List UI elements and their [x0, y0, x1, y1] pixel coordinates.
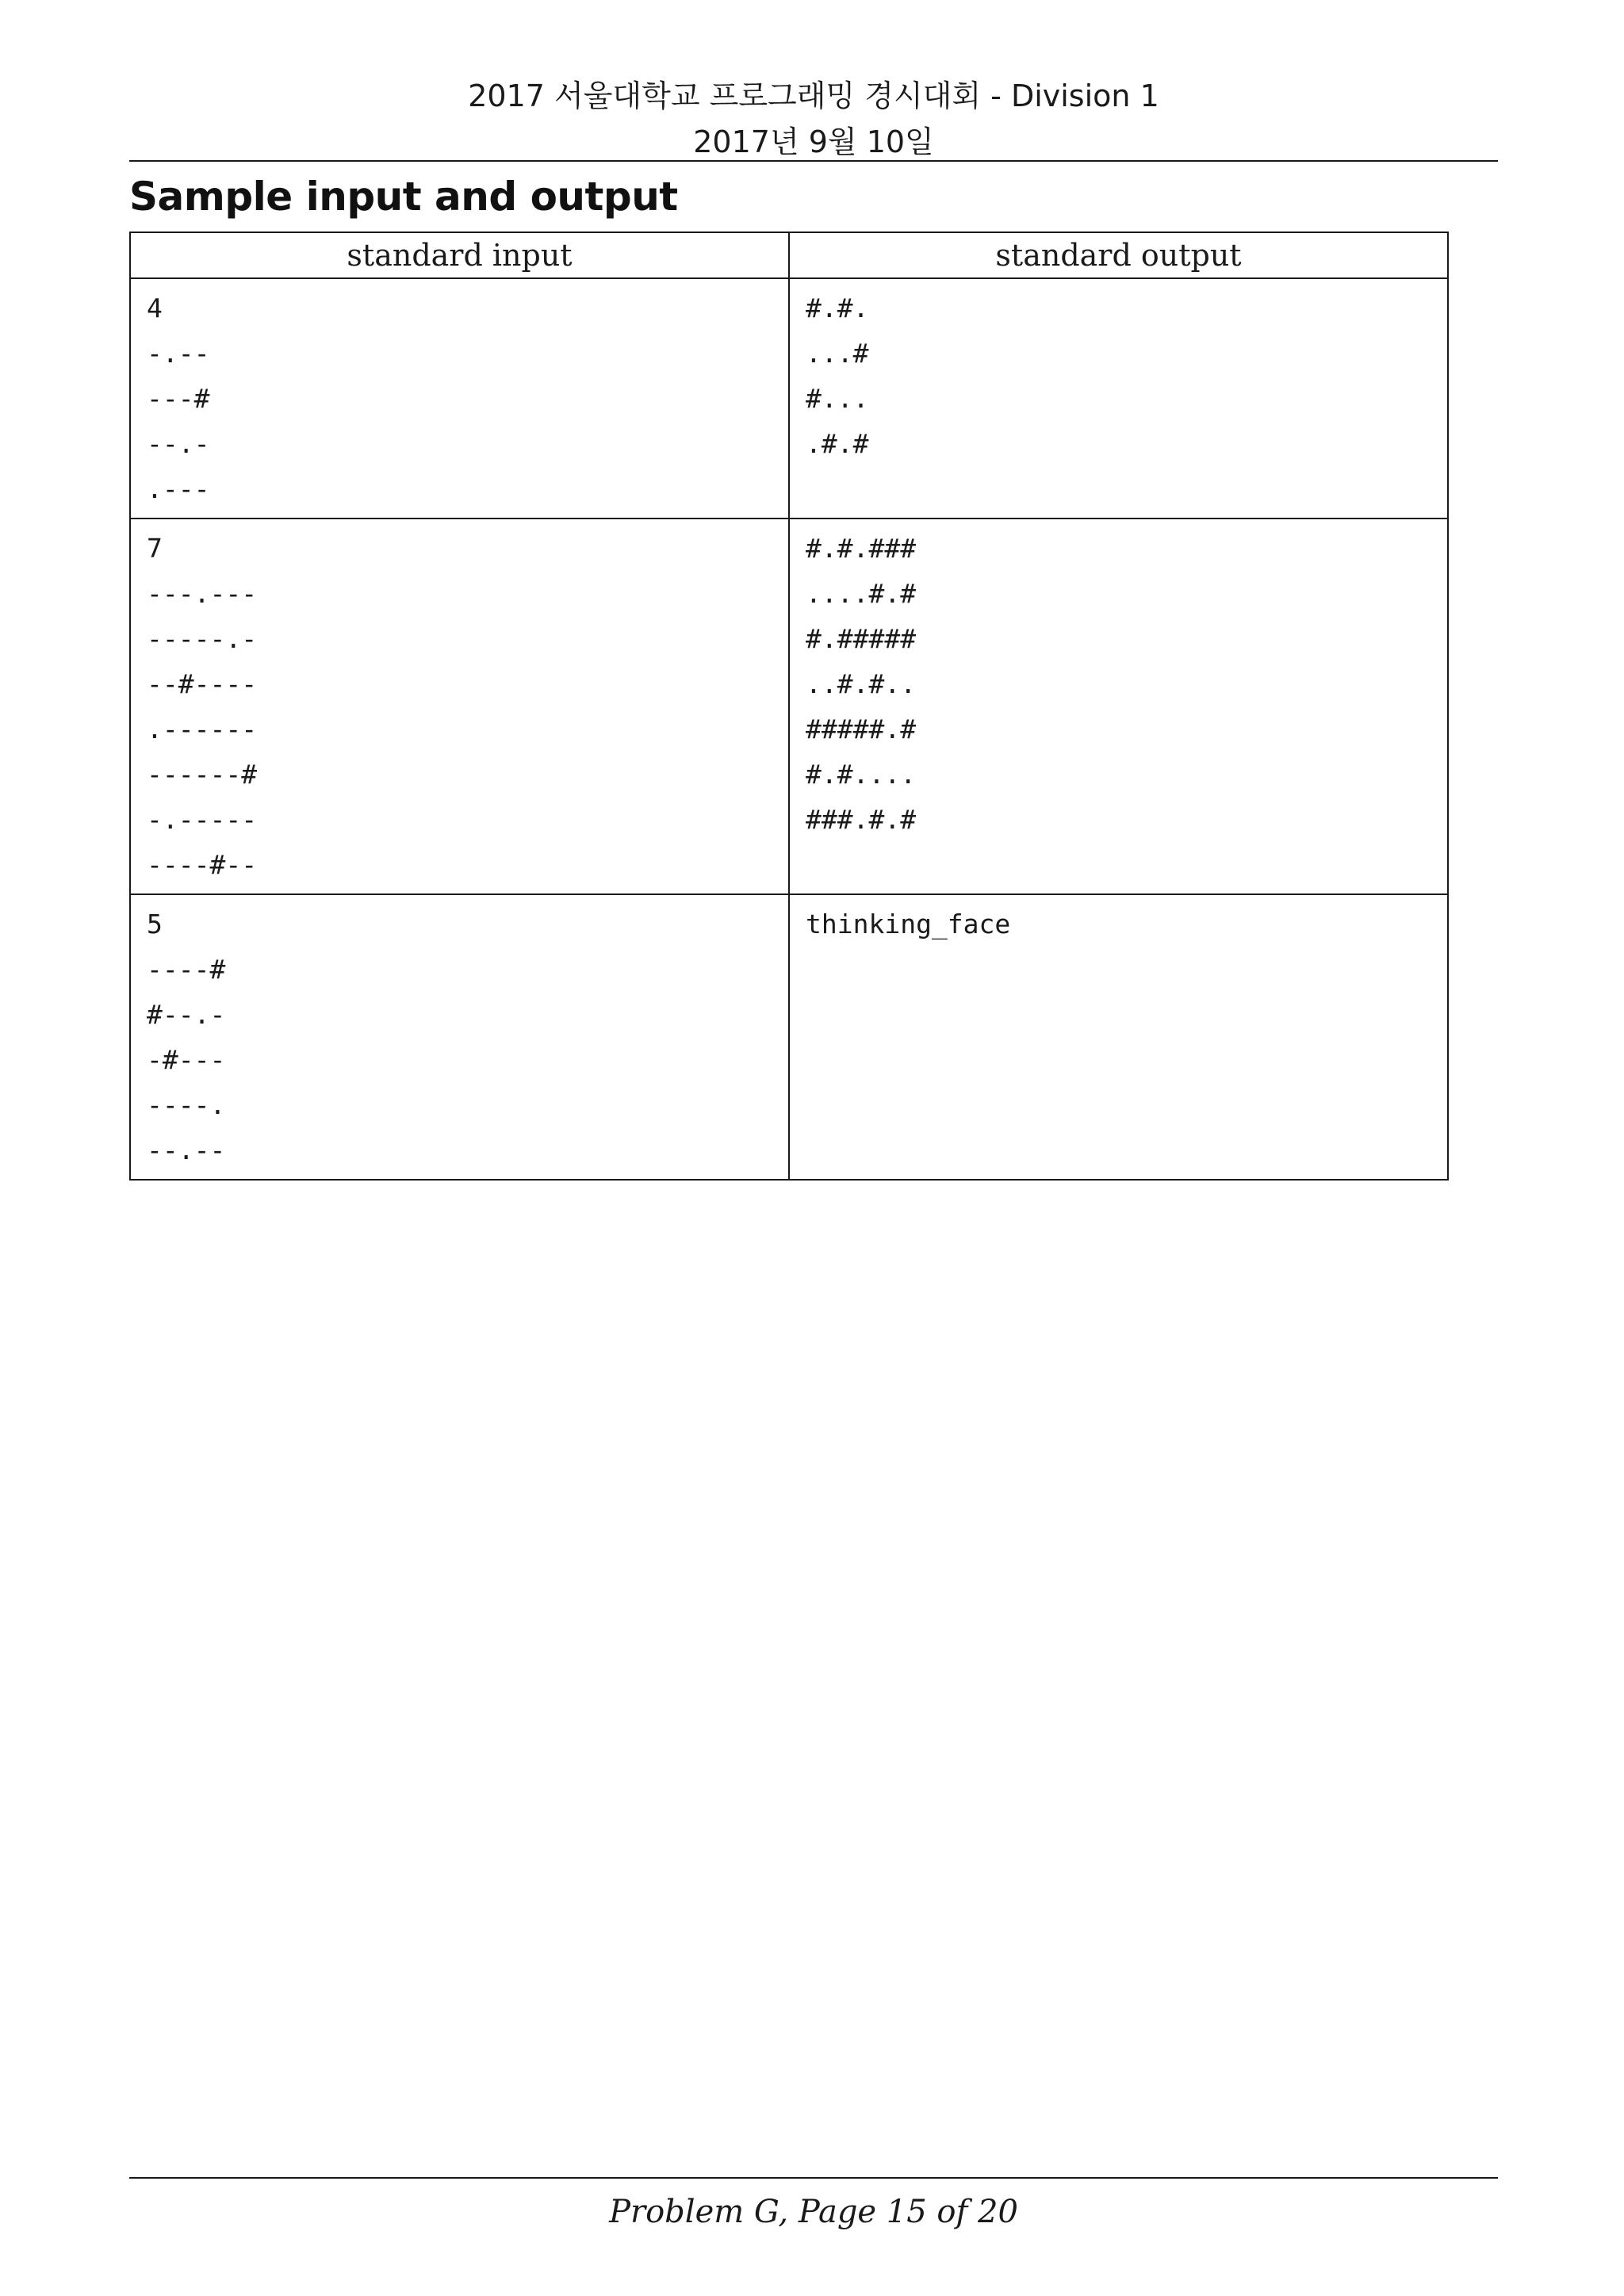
output-line: #.#.### — [806, 533, 917, 564]
sample-input-cell — [130, 278, 789, 519]
page-footer: Problem G, Page 15 of 20 — [609, 2194, 1018, 2230]
input-line: -#--- — [147, 1044, 226, 1075]
output-line: ....#.# — [806, 578, 917, 609]
table-body — [130, 278, 1448, 1180]
output-line: thinking_face — [806, 909, 1011, 939]
input-line: ----#-- — [147, 849, 258, 880]
input-line: --#---- — [147, 668, 258, 699]
output-line: #.#.... — [806, 759, 917, 790]
input-line: ----. — [147, 1089, 226, 1120]
header-divider — [129, 160, 1498, 162]
input-line: --.-- — [147, 1135, 226, 1165]
sample-input-cell — [130, 519, 789, 894]
output-line: .#.# — [806, 428, 869, 459]
table-row — [130, 278, 1448, 519]
sample-output-cell — [789, 519, 1448, 894]
input-line: 5 — [147, 909, 163, 939]
contest-title: 2017 서울대학교 프로그래밍 경시대회 - Division 1 — [468, 78, 1159, 113]
input-line: ---.--- — [147, 578, 258, 609]
output-line: #####.# — [806, 714, 917, 744]
contest-date: 2017년 9월 10일 — [693, 124, 934, 159]
output-line: #.#. — [806, 293, 869, 323]
standard-output-header: standard output — [789, 232, 1448, 278]
sample-input-cell — [130, 894, 789, 1180]
output-line: ###.#.# — [806, 804, 917, 835]
input-line: --.- — [147, 428, 210, 459]
input-line: -----.- — [147, 623, 258, 654]
page-header — [129, 73, 1498, 165]
output-line: ..#.#.. — [806, 668, 917, 699]
output-line: #.##### — [806, 623, 917, 654]
input-line: ------# — [147, 759, 258, 790]
input-line: ----# — [147, 954, 226, 985]
input-line: -.----- — [147, 804, 258, 835]
input-line: #--.- — [147, 999, 226, 1030]
footer-divider — [129, 2177, 1498, 2179]
section-heading: Sample input and output — [129, 174, 678, 220]
standard-input-header: standard input — [130, 232, 789, 278]
table-row — [130, 519, 1448, 894]
table-row — [130, 894, 1448, 1180]
input-line: -.-- — [147, 338, 210, 369]
input-line: 4 — [147, 293, 163, 323]
sample-output-cell — [789, 278, 1448, 519]
sample-output-cell — [789, 894, 1448, 1180]
input-line: .--- — [147, 473, 210, 504]
input-line: ---# — [147, 383, 210, 414]
table-header-row — [130, 232, 1448, 278]
input-line: .------ — [147, 714, 258, 744]
sample-io-table — [129, 232, 1449, 1181]
output-line: #... — [806, 383, 869, 414]
input-line: 7 — [147, 533, 163, 564]
output-line: ...# — [806, 338, 869, 369]
